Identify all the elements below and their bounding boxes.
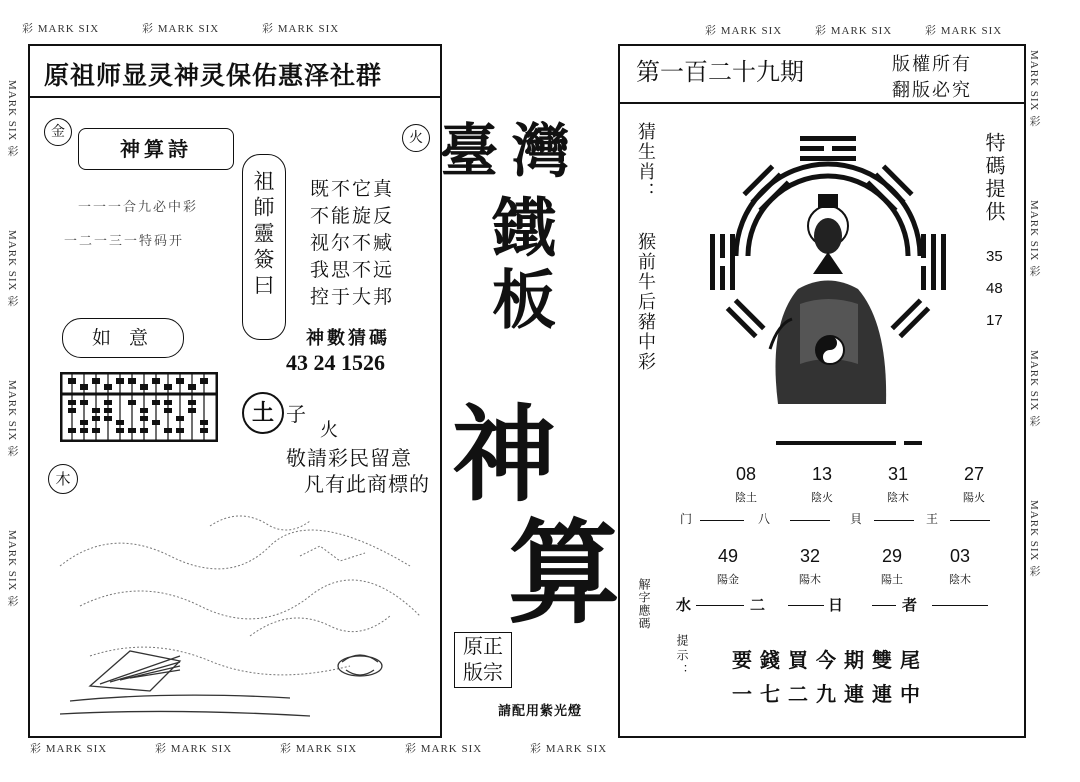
number-tag: 陽火 [963,491,985,504]
watermark-logo: 彩 [6,145,18,158]
decode-row-1 [680,510,1010,530]
element-fire-label: 火 [409,130,423,146]
watermark-top-right [705,22,1035,36]
left-header [30,46,440,98]
number-value: 31 [887,464,909,484]
watermark-logo: 彩 [815,25,827,37]
poem-title-box [78,128,234,170]
special-number-2: 48 [986,280,1003,297]
watermark-logo: 彩 [1028,115,1040,128]
watermark-logo: 彩 [6,595,18,608]
number-tag: 陽木 [799,573,821,586]
element-earth-badge [242,392,284,434]
number-value: 03 [949,546,971,566]
watermark-text: MARK SIX [295,743,358,755]
right-panel [618,44,1026,738]
stamp-text: 原正版宗 [463,634,503,684]
element-gold-label: 金 [51,124,65,140]
watermark-logo: 彩 [925,25,937,37]
verse-line: 我思不远 [310,259,395,281]
number-cell [716,464,776,505]
number-value: 32 [799,546,821,566]
number-tag: 陰木 [949,573,971,586]
watermark-logo: 彩 [30,743,42,755]
watermark-text: MARK SIX [420,743,483,755]
copyright-line-1: 版權所有 [892,54,972,75]
left-header-title: 原祖师显灵神灵保佑惠泽社群 [44,61,383,90]
oracle-verse [310,176,394,311]
bagua-deity-image [708,124,948,410]
watermark-text: MARK SIX [1028,500,1040,562]
copyright-line-2: 翻版必究 [892,80,972,101]
poem-title: 神算詩 [120,137,192,161]
watermark-logo: 彩 [262,23,274,35]
special-code-label: 特碼提供 [982,132,1006,224]
divider-bar [776,441,896,445]
watermark-bottom [30,740,650,754]
decode-char: 貝 [850,512,863,526]
ancestor-oracle-label: 祖師靈簽曰 [251,170,275,300]
watermark-logo: 彩 [405,743,417,755]
element-wood-label: 木 [55,470,71,488]
watermark-text: MARK SIX [45,743,108,755]
left-panel [28,44,442,738]
guess-zodiac-label: 猜生肖： [635,122,656,202]
watermark-text: MARK SIX [1028,200,1040,262]
decode-char: 门 [680,512,693,526]
hint-line-1: 要錢買今期雙尾 [732,648,928,672]
watermark-text: MARK SIX [37,23,100,35]
verse-line: 不能旋反 [310,205,395,227]
number-value: 27 [963,464,985,484]
number-cell [862,546,922,587]
element-earth-label: 土 [251,400,274,426]
number-cell [780,546,840,587]
watermark-top-left [22,20,352,34]
decode-char: 八 [758,512,771,526]
title-taiwan: 臺灣 [440,117,585,185]
watermark-text: MARK SIX [277,23,340,35]
special-number-3: 17 [986,312,1003,329]
watermark-left [4,80,18,740]
title-suan: 算 [508,508,620,639]
number-value: 13 [811,464,833,484]
watermark-text: MARK SIX [6,380,18,442]
watermark-text: MARK SIX [940,25,1003,37]
decode-line [872,605,896,606]
decode-char: 王 [926,512,939,526]
center-footer: 請配用紫光燈 [498,704,583,719]
hint-label: 提示： [675,634,689,679]
number-cell [944,464,1004,505]
element-gold-badge [44,118,72,146]
decode-line [932,605,988,606]
guess-label: 神數猜碼 [306,328,390,349]
watermark-logo: 彩 [6,295,18,308]
authentic-stamp [454,632,512,688]
verse-line: 控于大邦 [310,286,395,308]
zodiac-answer: 猴前牛后豬中彩 [635,232,656,372]
number-cell [930,546,990,587]
watermark-logo: 彩 [1028,415,1040,428]
fire-small-char: 火 [320,420,338,441]
zi-char: 子 [286,402,306,426]
watermark-text: MARK SIX [6,80,18,142]
watermark-text: MARK SIX [545,743,608,755]
watermark-logo: 彩 [6,445,18,458]
ruyi-label: 如 意 [91,327,155,349]
watermark-text: MARK SIX [170,743,233,755]
notice-line-2: 凡有此商標的 [304,472,430,496]
watermark-text: MARK SIX [1028,50,1040,112]
watermark-logo: 彩 [705,25,717,37]
landscape-sketch [50,486,430,726]
verse-line: 视尔不臧 [310,232,395,254]
number-value: 29 [881,546,903,566]
ruyi-box [62,318,184,358]
notice-line-1: 敬請彩民留意 [286,446,412,470]
decode-row-2 [676,594,1006,616]
title-shen: 神 [452,393,557,516]
verse-line: 既不它真 [310,178,395,200]
number-cell [792,464,852,505]
title-tieban: 鐵板 [481,194,556,338]
poem-line-1: 一一一合九必中彩 [78,200,199,215]
hint-line-2: 一七二九連連中 [732,682,928,706]
watermark-text: MARK SIX [1028,350,1040,412]
watermark-text: MARK SIX [830,25,893,37]
number-tag: 陰木 [887,491,909,504]
decode-char: 者 [902,596,918,614]
special-number-1: 35 [986,248,1003,265]
decode-line [788,605,824,606]
decode-line [790,520,830,521]
number-cell [868,464,928,505]
number-value: 08 [735,464,757,484]
abacus-image [60,372,218,442]
decode-line [700,520,744,521]
number-cell [698,546,758,587]
watermark-text: MARK SIX [157,23,220,35]
number-tag: 陽土 [881,573,903,586]
watermark-logo: 彩 [155,743,167,755]
watermark-logo: 彩 [1028,565,1040,578]
watermark-logo: 彩 [530,743,542,755]
decode-label: 解字應碼 [637,578,651,630]
watermark-logo: 彩 [22,23,34,35]
element-fire-badge [402,124,430,152]
number-tag: 陰火 [811,491,833,504]
watermark-logo: 彩 [142,23,154,35]
watermark-right [1026,50,1040,730]
decode-line [696,605,744,606]
number-tag: 陽金 [717,573,739,586]
decode-line [950,520,990,521]
guess-numbers: 43 24 1526 [286,350,385,375]
decode-char: 日 [828,596,844,614]
watermark-text: MARK SIX [720,25,783,37]
number-value: 49 [717,546,739,566]
poem-line-2: 一二一三一特码开 [64,234,185,249]
center-panel [440,44,620,734]
right-header [620,46,1024,104]
watermark-text: MARK SIX [6,530,18,592]
decode-char: 二 [750,596,766,614]
number-tag: 陰土 [735,491,757,504]
decode-char: 水 [676,596,692,614]
watermark-logo: 彩 [280,743,292,755]
decode-line [874,520,914,521]
watermark-text: MARK SIX [6,230,18,292]
issue-number: 第一百二十九期 [636,58,804,86]
divider-bar [904,441,922,445]
watermark-logo: 彩 [1028,265,1040,278]
